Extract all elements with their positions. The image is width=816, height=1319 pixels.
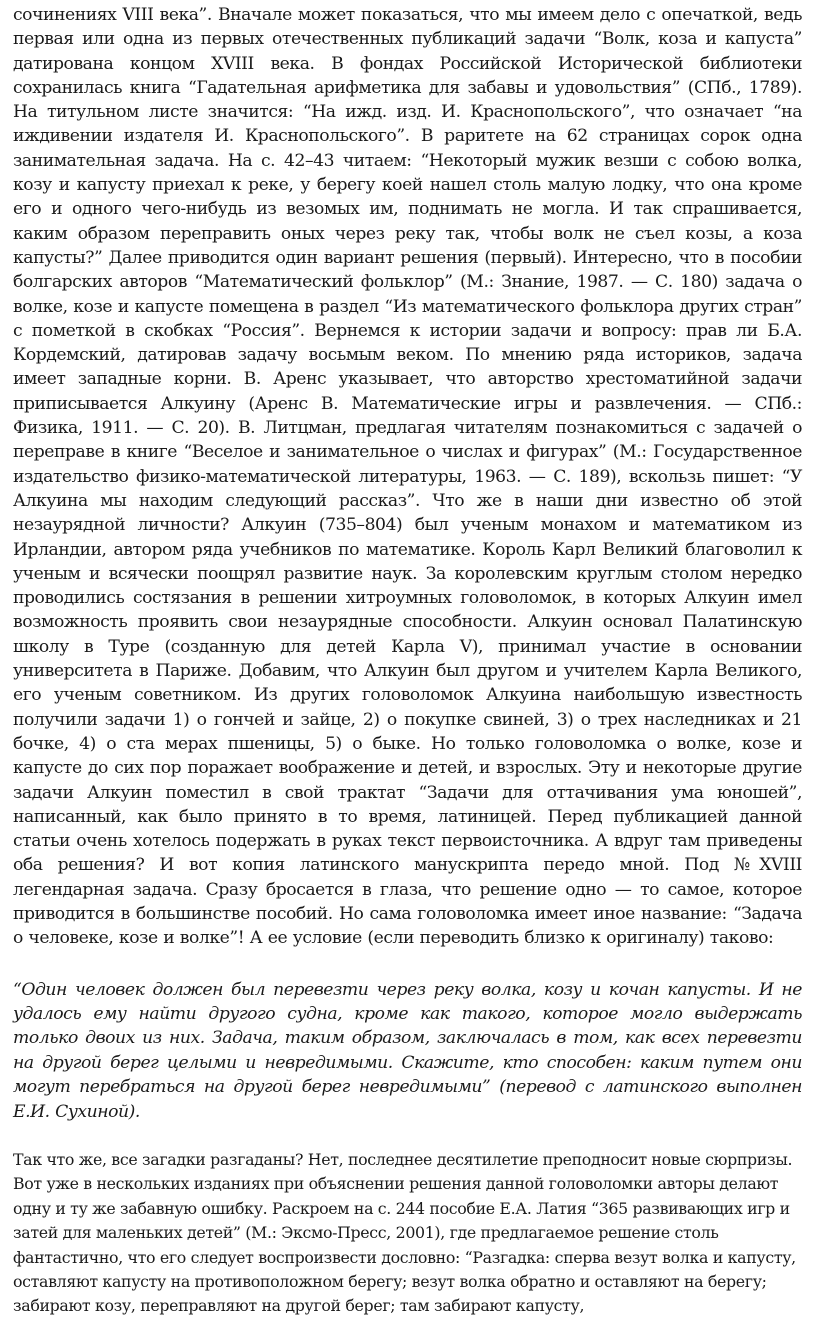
body-paragraph-modern-errors: Так что же, все загадки разгаданы? Нет, последнее десятилетие преподносит новые сюрпризы. Вот уже в нескольких изданиях при объяснении решения данной головоломки авторы делают одну и ту же забавную ошибку. Раскроем на с. 244 пособие Е.А. Латия “365 развивающих игр и затей для маленьких детей” (М.: Эксмо-Пресс, 2001), где предлагаемое решение столь фантастично, что его следует воспроизвести дословно: “Разгадка: сперва везут волка и капусту, оставляют капусту на противоположном берегу; везут волка обратно и оставляют на берегу; забирают козу, переправляют на другой берег; там забирают капусту, <box>13 1150 796 1316</box>
body-paragraph-history: сочинениях VIII века”. Вначале может показаться, что мы имеем дело с опечаткой, ведь первая или одна из первых отечественных публикаций задачи “Волк, коза и капуста” датирована концом XVIII века. В фондах Российской Исторической библиотеки сохранилась книга “Гадательная арифметика для забавы и удовольствия” (СПб., 1789). На титульном листе значится: “На ижд. изд. И. Краснопольского”, что означает “на иждивении издателя И. Краснопольского”. В раритете на 62 страницах сорок одна занимательная задача. На с. 42–43 читаем: “Некоторый мужик везши с собою волка, козу и капусту приехал к реке, у берегу коей нашел столь малую лодку, что она кроме его и одного чего-нибудь из везомых им, поднимать не могла. И так спрашивается, каким образом переправить оных через реку так, чтобы волк не съел козы, а коза капусты?” Далее приводится один вариант решения (первый). Интересно, что в пособии болгарских авторов “Математический фольклор” (М.: Знание, 1987. — С. 180) задача о волке, козе и капусте помещена в раздел “Из математического фольклора других стран” с пометкой в скобках “Россия”. Вернемся к истории задачи и вопросу: прав ли Б.А. Кордемский, датировав задачу восьмым веком. По мнению ряда историков, задача имеет западные корни. В. Аренс указывает, что авторство хрестоматийной задачи приписывается Алкуину (Аренс В. Математические игры и развлечения. — СПб.: Физика, 1911. — С. 20). В. Литцман, предлагая читателям познакомиться с задачей о переправе в книге “Веселое и занимательное о числах и фигурах” (М.: Государственное издательство физико-математической литературы, 1963. — С. 189), вскользь пишет: “У Алкуина мы находим следующий рассказ”. Что же в наши дни известно об этой незаурядной личности? Алкуин (735–804) был ученым монахом и математиком из Ирландии, автором ряда учебников по математике. Король Карл Великий благоволил к ученым и всячески поощрял развитие наук. За королевским круглым столом нередко проводились состязания в решении хитроумных головоломок, в которых Алкуин имел возможность проявить свои незаурядные способности. Алкуин основал Палатинскую школу в Туре (созданную для детей Карла V), принимал участие в основании университета в Париже. Добавим, что Алкуин был другом и учителем Карла Великого, его ученым советником. Из других головоломок Алкуина наибольшую известность получили задачи 1) о гончей и зайце, 2) о покупке свиней, 3) о трех наследниках и 21 бочке, 4) о ста мерах пшеницы, 5) о быке. Но только головоломка о волке, козе и капусте до сих пор поражает воображение и детей, и взрослых. Эту и некоторые другие задачи Алкуин поместил в свой трактат “Задачи для оттачивания ума юношей”, написанный, как было принято в то время, латиницей. Перед публикацией данной статьи очень хотелось подержать в руках текст первоисточника. А вдруг там приведены оба решения? И вот копия латинского манускрипта передо мной. Под №XVIII легендарная задача. Сразу бросается в глаза, что решение одно — то самое, которое приводится в большинстве пособий. Но сама головоломка имеет иное название: “Задача о человеке, козе и волке”! А ее условие (если переводить близко к оригиналу) таково: <box>13 5 802 949</box>
quote-paragraph-alcuin-translation: “Один человек должен был перевезти через реку волка, козу и кочан капусты. И не удалось ему найти другого судна, кроме как такого, которое могло выдержать только двоих из них. Задача, таким образом, заключалась в том, как всех перевезти на другой берег целыми и невредимыми. Скажите, кто способен: каким путем они могут перебраться на другой берег невредимыми” (перевод с латинского выполнен Е.И. Сухиной). <box>13 979 802 1122</box>
